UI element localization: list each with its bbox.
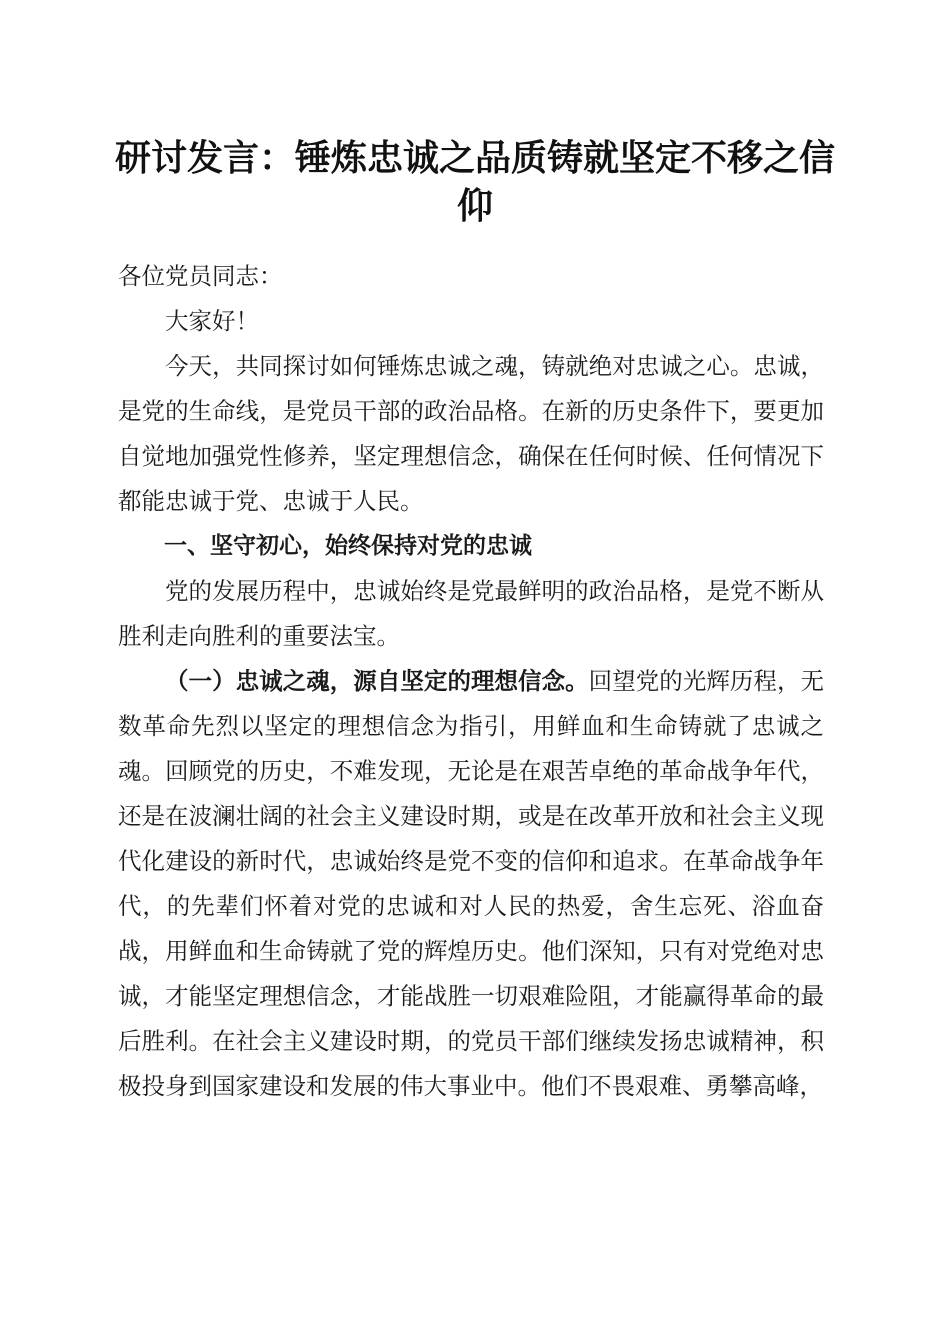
greeting: 大家好！ xyxy=(165,307,259,335)
section-heading: 一、坚守初心，始终保持对党的忠诚 xyxy=(164,533,532,559)
salutation: 各位党员同志： xyxy=(118,262,283,290)
subsection-paragraph xyxy=(118,659,824,1109)
subsection-body: 回望党的光辉历程，无数革命先烈以坚定的理想信念为指引，用鲜血和生命铸就了忠诚之魂。回顾党的历史，不难发现，无论是在艰苦卓绝的革命战争年代，还是在波澜壮阔的社会主义建设时期，或是在改革开放和社会主义现代化建设的新时代，忠诚始终是党不变的信仰和追求。在革命战争年代，的先辈们怀着对党的忠诚和对人民的热爱，舍生忘死、浴血奋战，用鲜血和生命铸就了党的辉煌历史。他们深知，只有对党绝对忠诚，才能坚定理想信念，才能战胜一切艰难险阻，才能赢得革命的最后胜利。在社会主义建设时期，的党员干部们继续发扬忠诚精神，积极投身到国家建设和发展的伟大事业中。他们不畏艰难、勇攀高峰， xyxy=(118,667,825,1100)
document-title: 研讨发言：锤炼忠诚之品质铸就坚定不移之信仰 xyxy=(114,137,835,227)
document-body xyxy=(118,254,824,1109)
section-paragraph: 党的发展历程中，忠诚始终是党最鲜明的政治品格，是党不断从胜利走向胜利的重要法宝。 xyxy=(118,577,824,650)
intro-paragraph: 今天，共同探讨如何锤炼忠诚之魂，铸就绝对忠诚之心。忠诚，是党的生命线，是党员干部的政治品格。在新的历史条件下，要更加自觉地加强党性修养，坚定理想信念，确保在任何时候、任何情况下都能忠诚于党、忠诚于人民。 xyxy=(118,352,824,515)
subsection-heading: （一）忠诚之魂，源自坚定的理想信念。 xyxy=(165,667,589,695)
